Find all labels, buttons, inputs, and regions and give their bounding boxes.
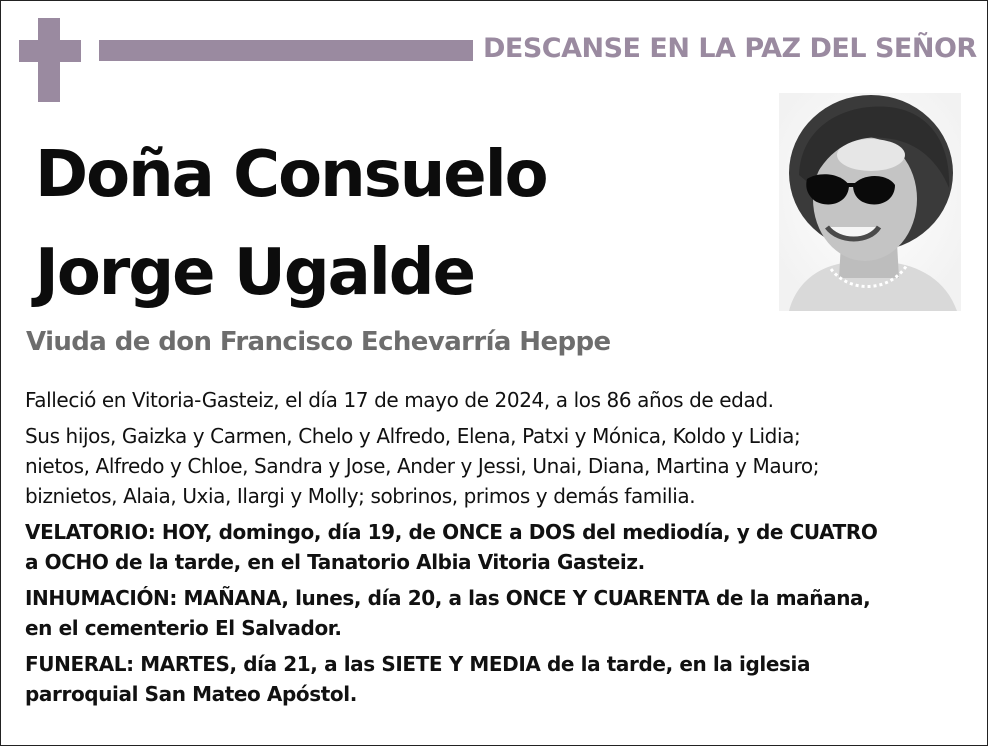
family-line: nietos, Alfredo y Chloe, Sandra y Jose, Ander y Jessi, Unai, Diana, Martina y Mauro; bbox=[25, 454, 820, 478]
inhumacion-line: en el cementerio El Salvador. bbox=[25, 616, 342, 640]
cross-horizontal-bar bbox=[19, 40, 81, 62]
header-rule bbox=[99, 40, 473, 61]
funeral-line: parroquial San Mateo Apóstol. bbox=[25, 682, 357, 706]
funeral-paragraph bbox=[25, 649, 970, 709]
widow-of-subtitle: Viuda de don Francisco Echevarría Heppe bbox=[26, 327, 611, 357]
velatorio-line: a OCHO de la tarde, en el Tanatorio Albia Vitoria Gasteiz. bbox=[25, 550, 645, 574]
family-line: biznietos, Alaia, Uxia, Ilargi y Molly; sobrinos, primos y demás familia. bbox=[25, 484, 696, 508]
notice-body bbox=[25, 385, 970, 715]
family-line: Sus hijos, Gaizka y Carmen, Chelo y Alfredo, Elena, Patxi y Mónica, Koldo y Lidia; bbox=[25, 424, 801, 448]
death-statement bbox=[25, 385, 970, 415]
name-line-2: Jorge Ugalde bbox=[35, 236, 474, 310]
funeral-line: FUNERAL: MARTES, día 21, a las SIETE Y MEDIA de la tarde, en la iglesia bbox=[25, 652, 811, 676]
velatorio-paragraph bbox=[25, 517, 970, 577]
inhumacion-paragraph bbox=[25, 583, 970, 643]
name-line-1: Doña Consuelo bbox=[35, 138, 547, 212]
death-line: Falleció en Vitoria-Gasteiz, el día 17 de mayo de 2024, a los 86 años de edad. bbox=[25, 388, 774, 412]
portrait-photo bbox=[779, 93, 961, 311]
header-tagline: DESCANSE EN LA PAZ DEL SEÑOR bbox=[483, 33, 977, 64]
deceased-name bbox=[35, 126, 547, 322]
family-paragraph bbox=[25, 421, 970, 511]
velatorio-line: VELATORIO: HOY, domingo, día 19, de ONCE a DOS del mediodía, y de CUATRO bbox=[25, 520, 878, 544]
inhumacion-line: INHUMACIÓN: MAÑANA, lunes, día 20, a las ONCE Y CUARENTA de la mañana, bbox=[25, 586, 871, 610]
